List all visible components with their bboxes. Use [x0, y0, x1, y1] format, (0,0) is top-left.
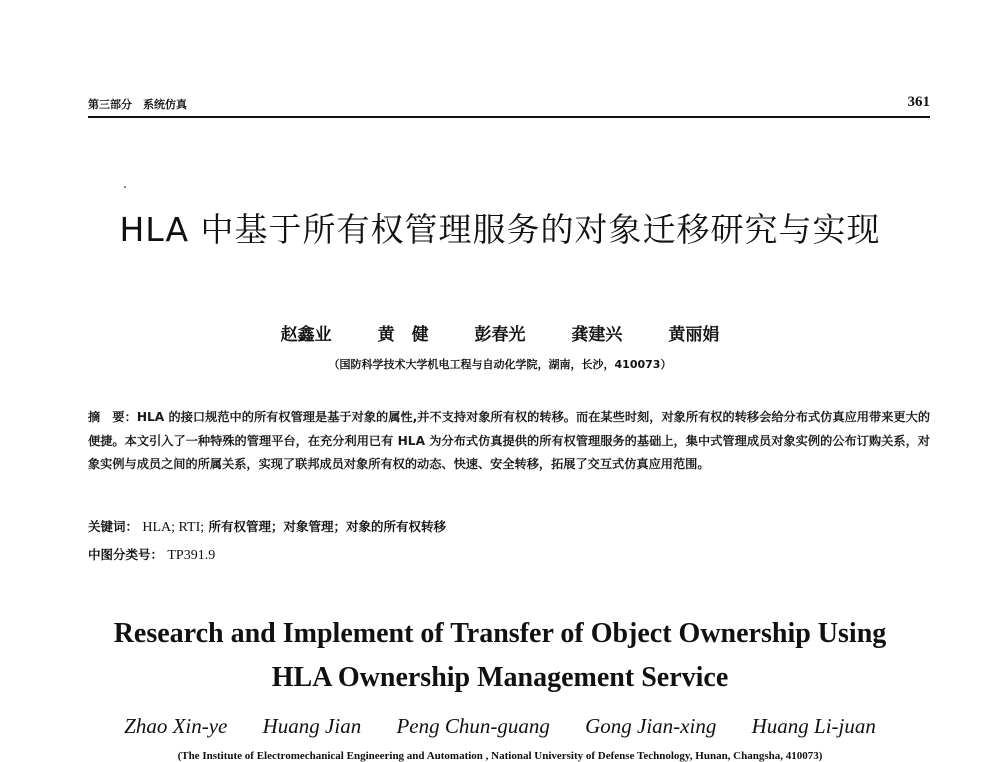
chinese-author-list: [0, 320, 1000, 345]
running-head: [88, 94, 930, 118]
classification-label: 中图分类号：: [88, 547, 164, 562]
english-author: Huang Jian: [262, 714, 362, 738]
english-title-line-2: HLA Ownership Management Service: [271, 662, 729, 693]
chinese-author: 龚建兴: [571, 325, 623, 345]
english-title: [0, 612, 1000, 700]
abstract-label: 摘 要：: [88, 410, 137, 424]
english-affiliation: (The Institute of Electromechanical Engineering and Automation , National University of Defense Technology, Hunan, Changsha, 410073): [177, 750, 823, 762]
abstract-text: HLA 的接口规范中的所有权管理是基于对象的属性,并不支持对象所有权的转移。而在某些时刻，对象所有权的转移会给分布式仿真应用带来更大的便捷。本文引入了一种特殊的管理平台，在充分利用已有 HLA 为分布式仿真提供的所有权管理服务的基础上，集中式管理成员对象实例的公布订购关系，对象实例与成员之间的所属关系，实现了联邦成员对象所有权的动态、快速、安全转移，拓展了交互式仿真应用范围。: [88, 410, 931, 472]
chinese-author: 黄丽娟: [668, 325, 720, 345]
keywords-zh: 所有权管理；对象管理；对象的所有权转移: [208, 519, 447, 534]
english-title-line-1: Research and Implement of Transfer of Object Ownership Using: [113, 618, 887, 649]
section-title: 第三部分 系统仿真: [88, 98, 187, 111]
english-author: Gong Jian-xing: [585, 714, 717, 738]
keywords-en: HLA; RTI;: [142, 520, 205, 535]
keywords-line: [88, 517, 930, 536]
english-author: Zhao Xin-ye: [124, 714, 228, 738]
chinese-author: 赵鑫业: [280, 325, 332, 345]
chinese-author: 彭春光: [474, 325, 526, 345]
keywords-label: 关键词：: [88, 519, 139, 534]
chinese-abstract: [88, 406, 930, 477]
english-author-list: [0, 714, 1000, 739]
english-author: Huang Li-juan: [751, 714, 876, 738]
page-number: 361: [907, 94, 930, 110]
scan-speck: [124, 186, 126, 188]
classification-number: TP391.9: [167, 548, 216, 563]
classification-line: [88, 545, 930, 564]
chinese-author: 黄 健: [377, 325, 429, 345]
chinese-title: HLA 中基于所有权管理服务的对象迁移研究与实现: [119, 210, 881, 249]
english-author: Peng Chun-guang: [396, 714, 550, 738]
chinese-affiliation: （国防科学技术大学机电工程与自动化学院，湖南，长沙，410073）: [328, 358, 672, 371]
